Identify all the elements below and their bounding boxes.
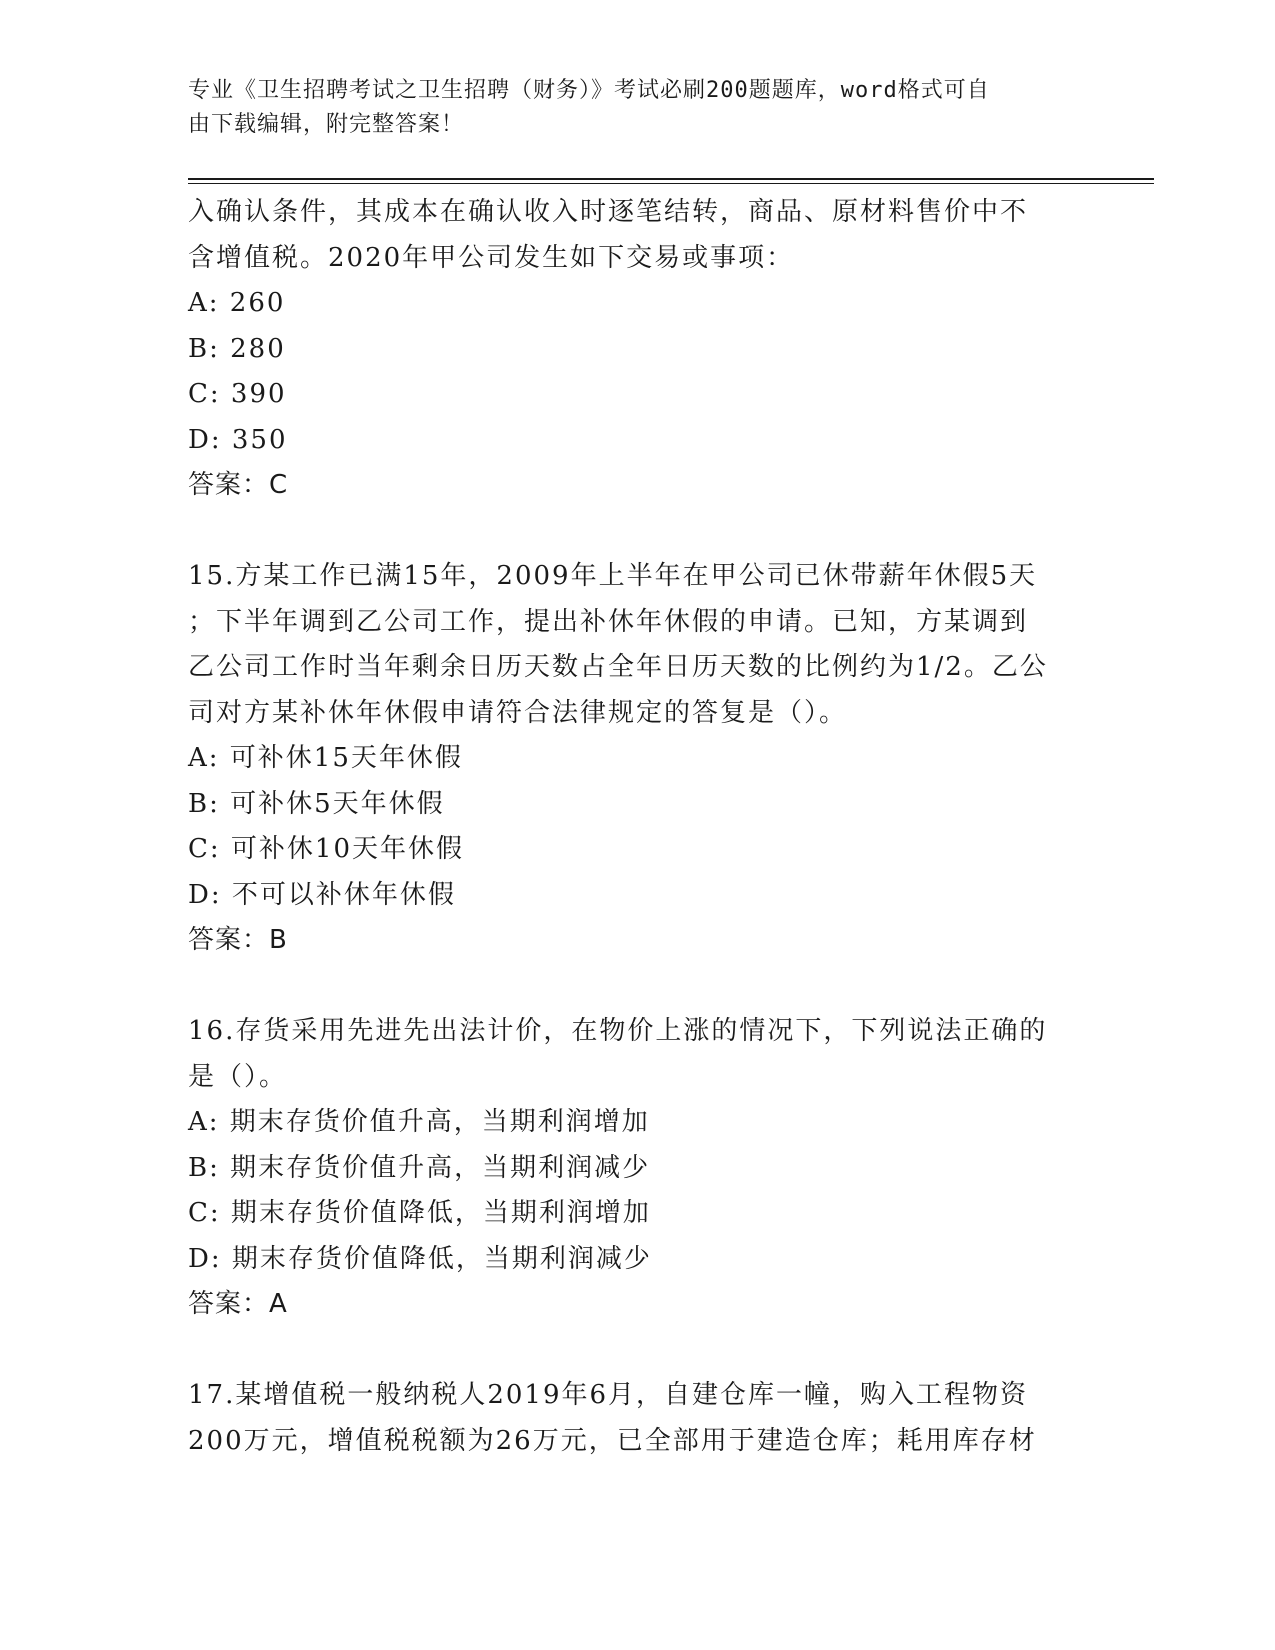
question-fragment [188,190,1088,509]
question-text-line: 是（）。 [188,1061,288,1092]
header-line-1: 专业《卫生招聘考试之卫生招聘（财务）》考试必刷200题题库，word格式可自 [188,78,990,103]
question-text-line: 含增值税。2020年甲公司发生如下交易或事项： [188,242,795,273]
question-text-line: 200万元，增值税税额为26万元，已全部用于建造仓库；耗用库存材 [188,1425,1037,1456]
header-line-2: 由下载编辑，附完整答案！ [188,112,465,137]
option-a: A: 260 [188,288,286,318]
spacer [188,1328,1088,1374]
option-a: A: 期末存货价值升高，当期利润增加 [188,1107,650,1137]
header-divider-thin [188,183,1154,184]
option-b: B: 280 [188,333,286,364]
header-divider-thick [188,178,1154,180]
spacer [188,964,1088,1010]
question-text-line: 16.存货采用先进先出法计价，在物价上涨的情况下，下列说法正确的 [188,1016,1048,1046]
question-text-line: ；下半年调到乙公司工作，提出补休年休假的申请。已知，方某调到 [188,606,1029,637]
answer-line: 答案：A [188,1289,288,1319]
option-a: A: 可补休15天年休假 [188,743,463,773]
question-text-line: 17.某增值税一般纳税人2019年6月，自建仓库一幢，购入工程物资 [188,1380,1029,1410]
question-17 [188,1373,1088,1464]
answer-line: 答案：B [188,925,288,955]
question-15 [188,554,1088,964]
option-c: C: 期末存货价值降低，当期利润增加 [188,1198,651,1228]
option-b: B: 可补休5天年休假 [188,788,445,819]
document-header [188,74,1068,142]
question-text-line: 入确认条件，其成本在确认收入时逐笔结转，商品、原材料售价中不 [188,197,1029,227]
option-d: D: 不可以补休年休假 [188,879,456,910]
option-c: C: 390 [188,379,287,409]
option-d: D: 期末存货价值降低，当期利润减少 [188,1243,652,1274]
document-body [188,190,1088,1464]
question-16 [188,1009,1088,1328]
answer-line: 答案：C [188,470,289,500]
question-text-line: 司对方某补休年休假申请符合法律规定的答复是（）。 [188,697,848,728]
spacer [188,509,1088,555]
question-text-line: 乙公司工作时当年剩余日历天数占全年日历天数的比例约为1/2。乙公 [188,652,1048,682]
option-b: B: 期末存货价值升高，当期利润减少 [188,1152,651,1183]
question-text-line: 15.方某工作已满15年，2009年上半年在甲公司已休带薪年休假5天 [188,561,1038,591]
option-d: D: 350 [188,424,288,455]
option-c: C: 可补休10天年休假 [188,834,465,864]
